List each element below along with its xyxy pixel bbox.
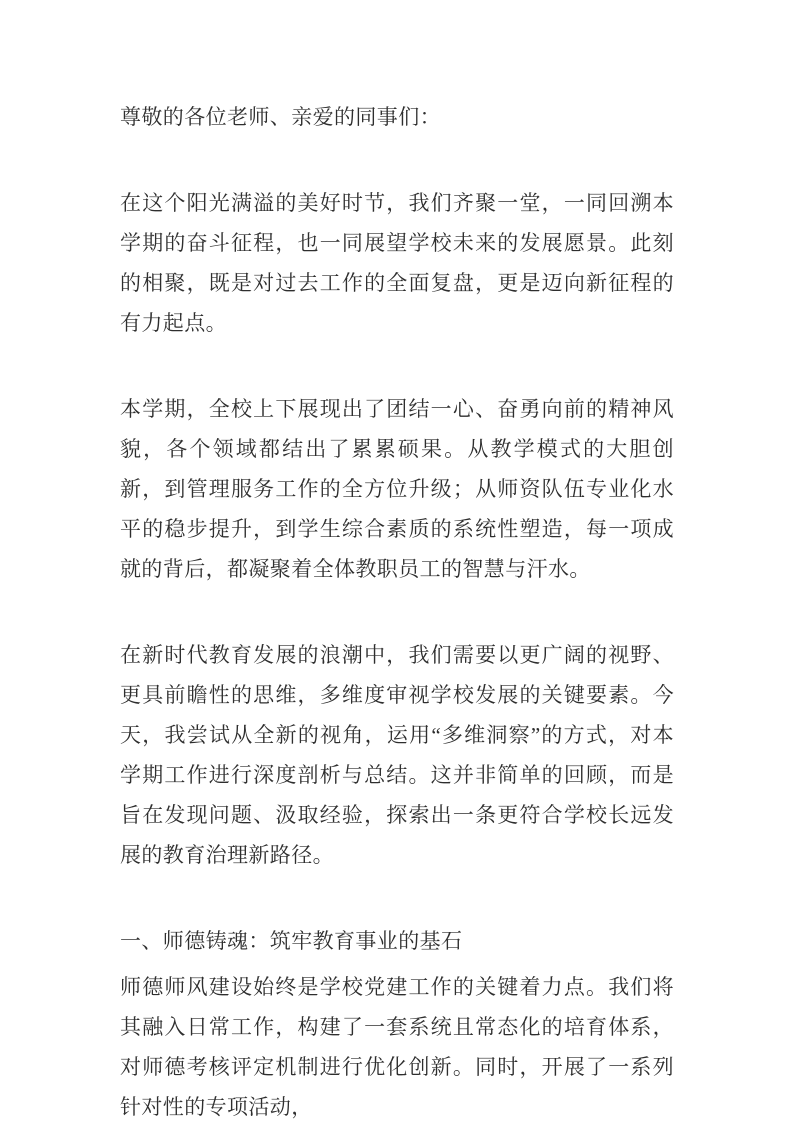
section-heading-teacher-ethics: 一、师德铸魂：筑牢教育事业的基石: [120, 929, 463, 953]
paragraph-semester-achievements: 本学期，全校上下展现出了团结一心、奋勇向前的精神风貌，各个领域都结出了累累硕果。从教学模式的大胆创新，到管理服务工作的全方位升级；从师资队伍专业化水平的稳步提升，到学生综合素质的系统性塑造，每一项成就的背后，都凝聚着全体教职员工的智慧与汗水。: [120, 397, 674, 581]
paragraph-opening: 在这个阳光满溢的美好时节，我们齐聚一堂，一同回溯本学期的奋斗征程，也一同展望学校未来的发展愿景。此刻的相聚，既是对过去工作的全面复盘，更是迈向新征程的有力起点。: [120, 191, 674, 335]
paragraph-teacher-ethics-body: 师德师风建设始终是学校党建工作的关键着力点。我们将其融入日常工作，构建了一套系统且常态化的培育体系，对师德考核评定机制进行优化创新。同时，开展了一系列针对性的专项活动，: [120, 975, 674, 1119]
greeting-line: 尊敬的各位老师、亲爱的同事们：: [120, 105, 441, 129]
paragraph-multi-dimension-review: 在新时代教育发展的浪潮中，我们需要以更广阔的视野、更具前瞻性的思维，多维度审视学校发展的关键要素。今天，我尝试从全新的视角，运用“多维洞察”的方式，对本学期工作进行深度剖析与总结。这并非简单的回顾，而是旨在发现问题、汲取经验，探索出一条更符合学校长远发展的教育治理新路径。: [120, 643, 674, 867]
